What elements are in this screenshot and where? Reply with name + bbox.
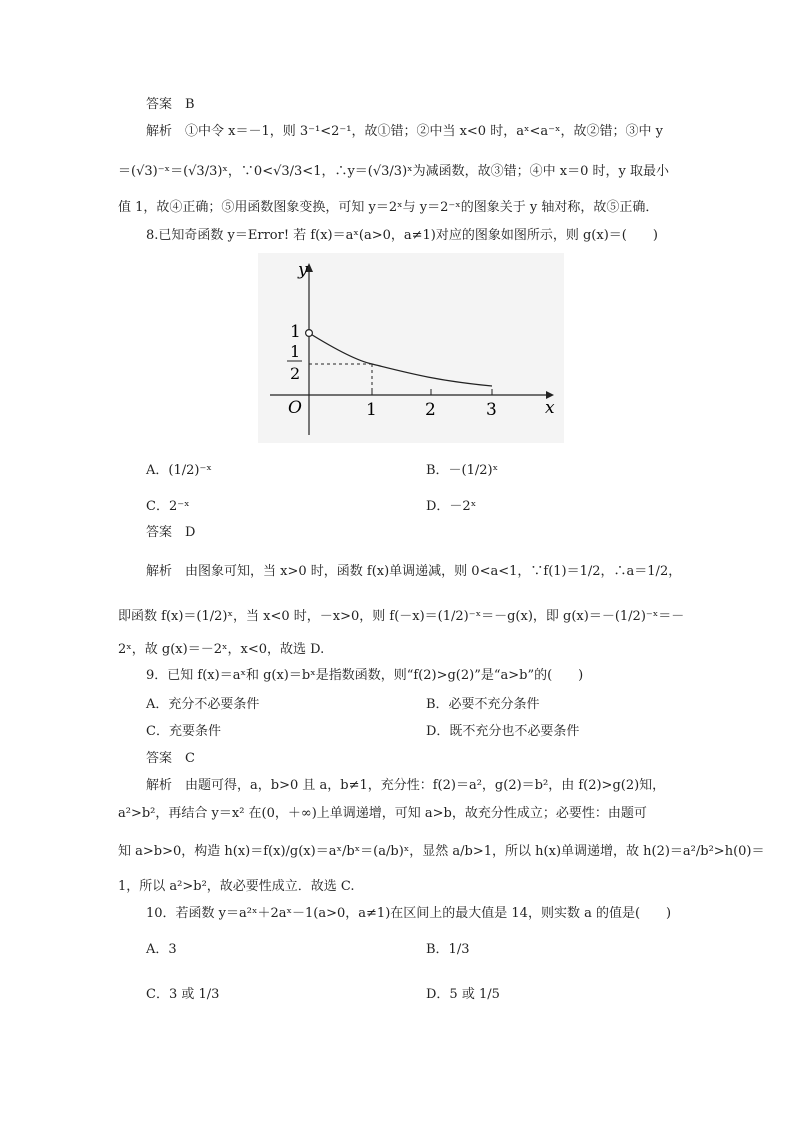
q8-explanation-line-1: 解析 由图象可知，当 x>0 时，函数 f(x)单调递减，则 0<a<1，∵f(1)＝1/2，∴a＝1/2， (146, 564, 682, 579)
q9-option-d[interactable]: D．既不充分也不必要条件 (426, 724, 580, 739)
x-tick-label-3: 3 (486, 400, 497, 420)
q8-option-d[interactable]: D．－2ˣ (426, 499, 477, 514)
q9-answer: 答案 C (146, 751, 195, 766)
q7-explanation-line-3: 值 1，故④正确；⑤用函数图象变换，可知 y＝2ˣ与 y＝2⁻ˣ的图象关于 y 轴对称，故⑤正确． (118, 200, 659, 215)
q9-explanation-line-1: 解析 由题可得，a，b>0 且 a，b≠1，充分性：f(2)＝a²，g(2)＝b²，由 f(2)>g(2)知， (146, 778, 666, 793)
q9-explanation-line-4: 1，所以 a²>b²，故必要性成立．故选 C. (118, 879, 355, 894)
x-axis-label: x (545, 398, 555, 418)
q8-explanation-line-2: 即函数 f(x)＝(1/2)ˣ，当 x<0 时，－x>0，则 f(－x)＝(1/2)⁻ˣ＝－g(x)，即 g(x)＝－(1/2)⁻ˣ＝－ (118, 609, 685, 624)
y-tick-label-half-denominator: 2 (290, 364, 301, 383)
q10-option-a[interactable]: A．3 (146, 942, 177, 957)
graph-svg (258, 253, 564, 443)
q10-option-c[interactable]: C．3 或 1/3 (146, 987, 220, 1002)
q9-option-c[interactable]: C．充要条件 (146, 724, 221, 739)
q8-answer: 答案 D (146, 525, 196, 540)
q7-explanation-line-1: 解析 ①中令 x＝－1，则 3⁻¹<2⁻¹，故①错；②中当 x<0 时，aˣ<a⁻ˣ，故②错；③中 y (146, 124, 663, 139)
x-tick-label-2: 2 (425, 400, 436, 420)
q8-option-c[interactable]: C．2⁻ˣ (146, 499, 190, 514)
y-axis-label: y (298, 260, 308, 280)
q8-explanation-line-3: 2ˣ，故 g(x)＝－2ˣ，x<0，故选 D. (118, 642, 325, 657)
q10-option-d[interactable]: D．5 或 1/5 (426, 987, 500, 1002)
q10-stem: 10．若函数 y＝a²ˣ＋2aˣ－1(a>0，a≠1)在区间上的最大值是 14，则实数 a 的值是( ) (146, 906, 672, 921)
q8-option-b[interactable]: B．－(1/2)ˣ (426, 463, 499, 478)
y-tick-label-1: 1 (290, 322, 301, 342)
q9-explanation-line-2: a²>b²，再结合 y＝x² 在(0，＋∞)上单调递增，可知 a>b，故充分性成立；必要性：由题可 (118, 806, 647, 821)
exponential-graph (258, 253, 564, 443)
q7-answer: 答案 B (146, 97, 195, 112)
q9-option-b[interactable]: B．必要不充分条件 (426, 697, 540, 712)
q9-explanation-line-3: 知 a>b>0，构造 h(x)＝f(x)/g(x)＝aˣ/bˣ＝(a/b)ˣ，显然 a/b>1，所以 h(x)单调递增，故 h(2)＝a²/b²>h(0)＝ (118, 844, 765, 859)
y-tick-label-half-numerator: 1 (290, 342, 301, 361)
q7-explanation-line-2: ＝(√3)⁻ˣ＝(√3/3)ˣ，∵0<√3/3<1，∴y＝(√3/3)ˣ为减函数，故③错；④中 x＝0 时，y 取最小 (118, 164, 670, 179)
curve-f-x (309, 333, 492, 386)
q9-option-a[interactable]: A．充分不必要条件 (146, 697, 260, 712)
q8-option-a[interactable]: A．(1/2)⁻ˣ (146, 463, 212, 478)
q9-stem: 9．已知 f(x)＝aˣ和 g(x)＝bˣ是指数函数，则“f(2)>g(2)”是“a>b”的( ) (146, 668, 584, 683)
origin-label: O (288, 398, 302, 418)
q10-option-b[interactable]: B．1/3 (426, 942, 470, 957)
x-tick-label-1: 1 (366, 400, 377, 420)
q8-stem: 8.已知奇函数 y＝Error! 若 f(x)＝aˣ(a>0，a≠1)对应的图象如图所示，则 g(x)＝( ) (146, 228, 658, 243)
open-point-at-1 (306, 330, 313, 337)
